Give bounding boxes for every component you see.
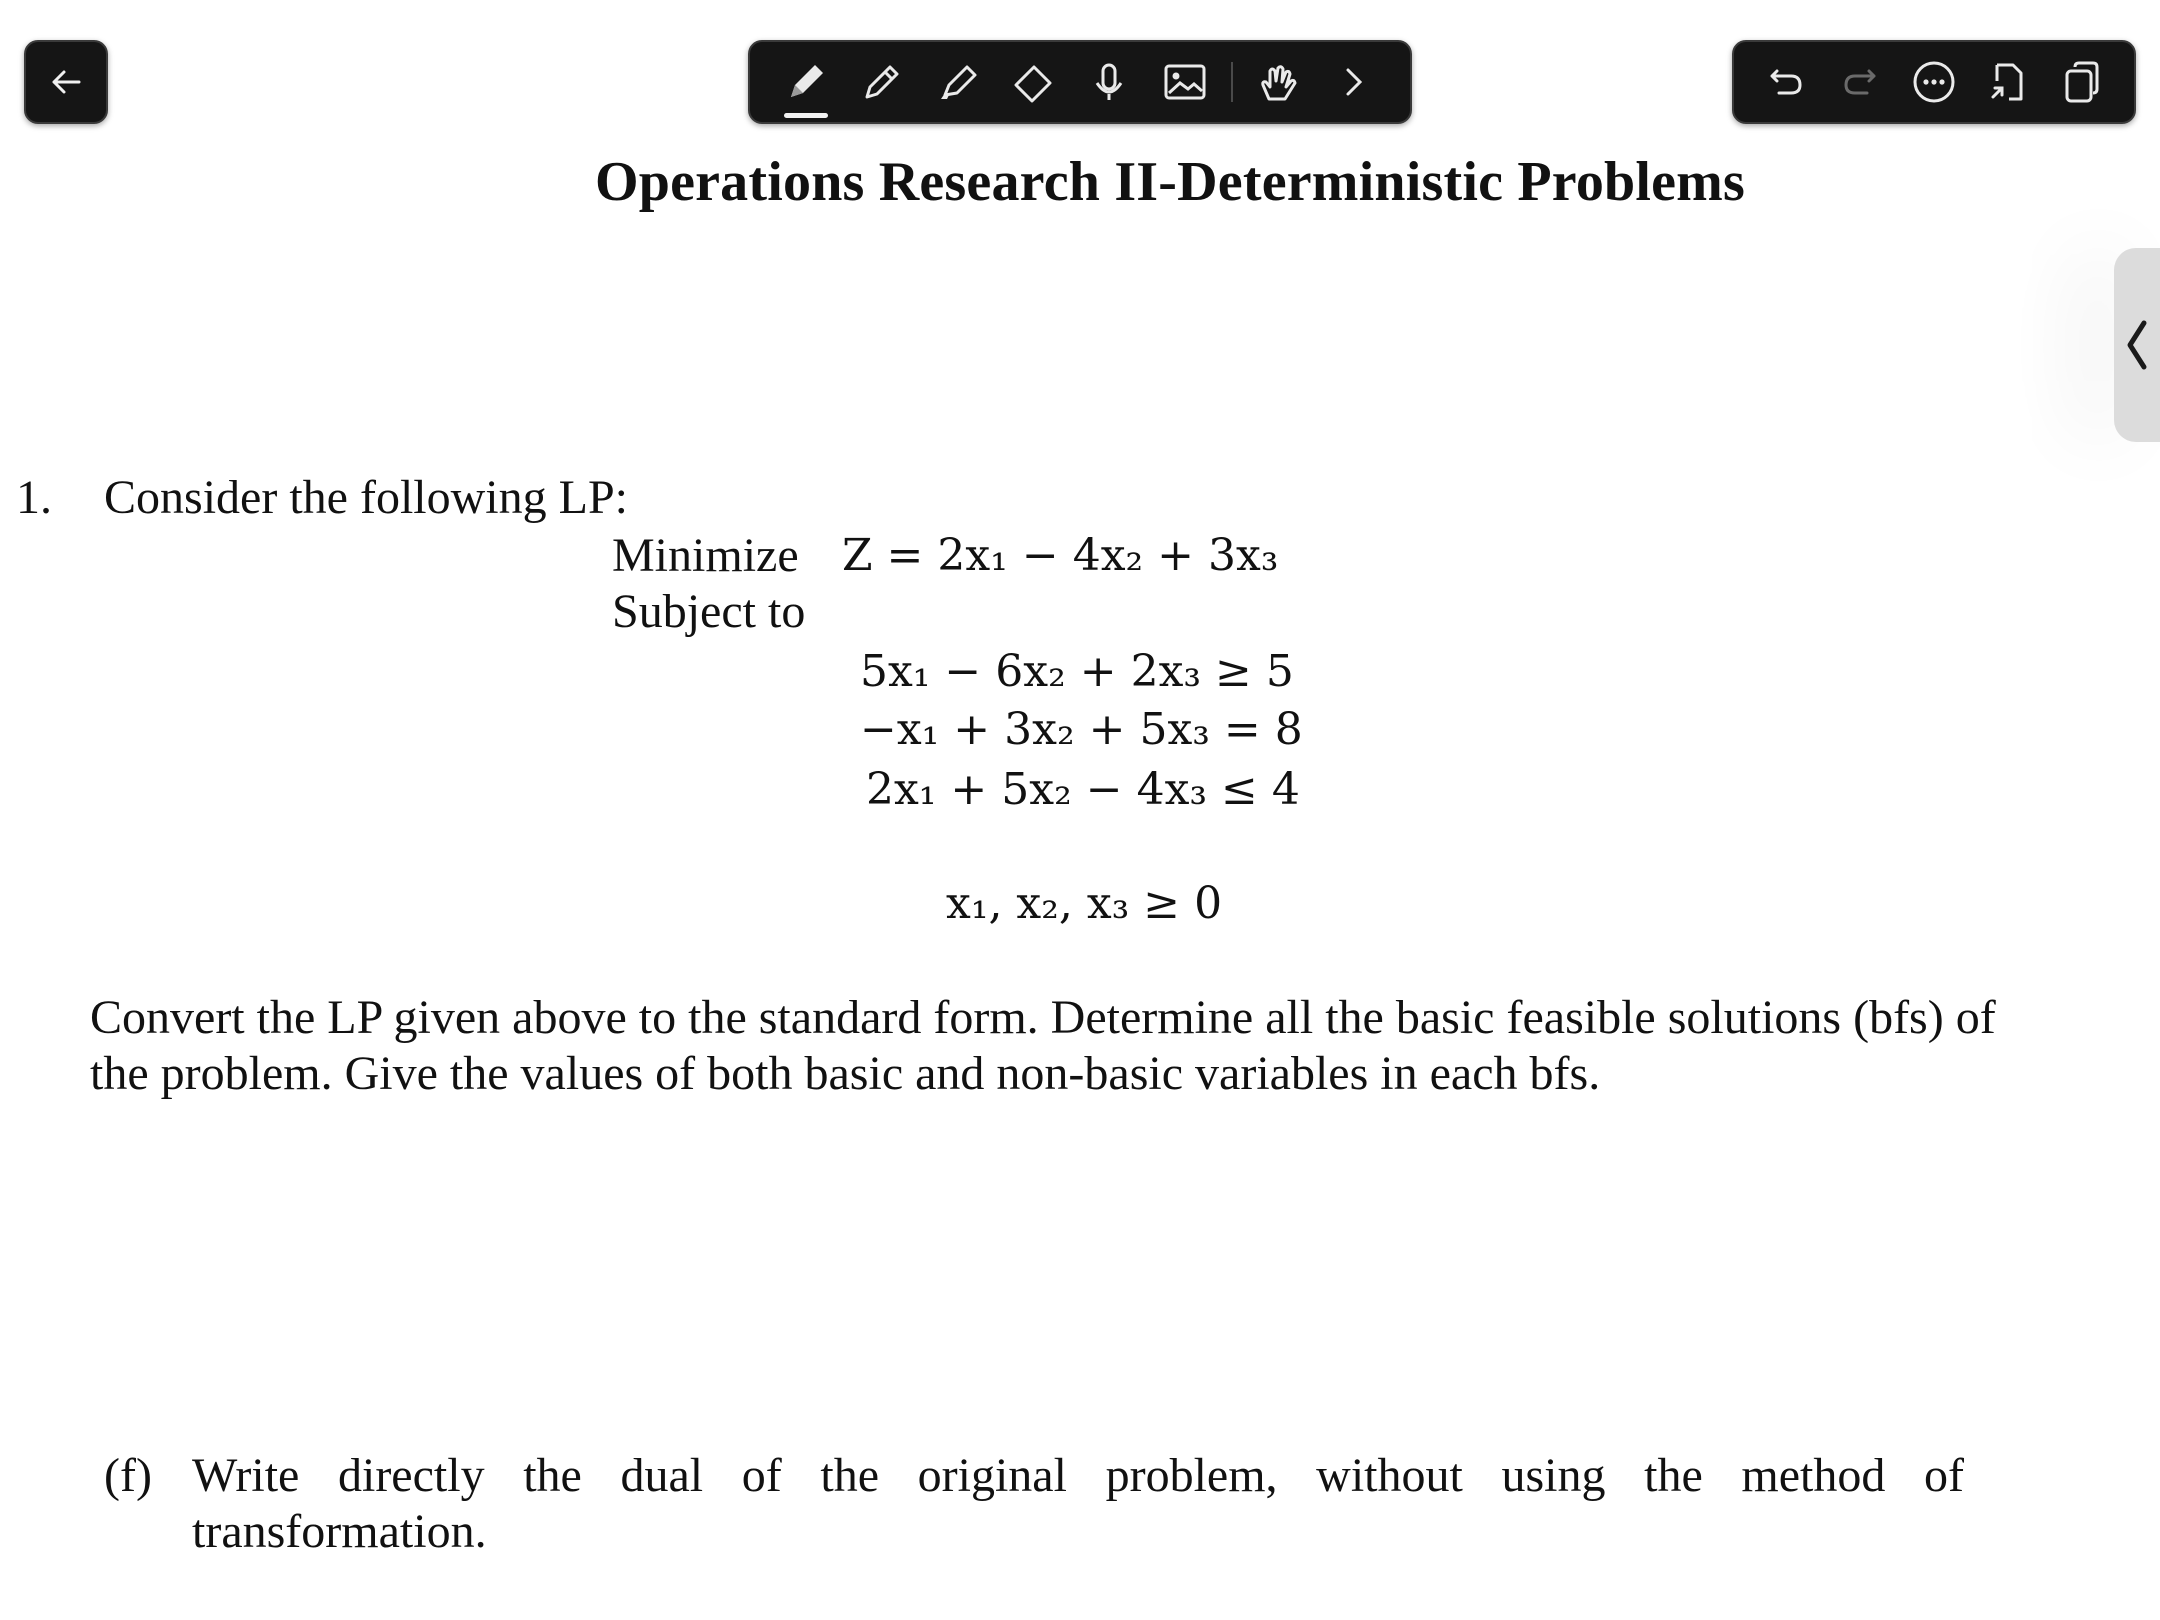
more-button[interactable] xyxy=(1904,52,1964,112)
constraint-3: 2x₁ + 5x₂ − 4x₃ ≤ 4 xyxy=(866,764,1300,815)
undo-icon xyxy=(1765,61,1807,103)
fountain-pen-tool[interactable] xyxy=(776,52,836,112)
part-f-line-2: transformation. xyxy=(192,1505,487,1558)
microphone-icon xyxy=(1084,57,1134,107)
chevron-left-icon xyxy=(2122,315,2152,375)
image-icon xyxy=(1160,57,1210,107)
undo-button[interactable] xyxy=(1756,52,1816,112)
objective-function: Z = 2x₁ − 4x₂ + 3x₃ xyxy=(842,530,1279,581)
pencil-icon xyxy=(857,57,907,107)
part-f-line-1: Write directly the dual of the original problem, without using the method of xyxy=(192,1449,1964,1502)
hand-gesture-tool[interactable] xyxy=(1248,52,1308,112)
arrow-left-icon xyxy=(47,63,85,101)
minimize-label: Minimize xyxy=(612,529,799,582)
toolbar-divider xyxy=(1231,62,1233,102)
question-instructions xyxy=(90,990,2090,1102)
question-number: 1. xyxy=(16,471,52,524)
pages-icon xyxy=(2059,59,2105,105)
part-f-label: (f) xyxy=(104,1449,152,1502)
part-f xyxy=(104,1448,1964,1560)
eraser-icon xyxy=(1008,57,1058,107)
redo-icon xyxy=(1839,61,1881,103)
constraint-2: −x₁ + 3x₂ + 5x₃ = 8 xyxy=(860,704,1303,755)
instructions-line-1: Convert the LP given above to the standard form. Determine all the basic feasible solutions (bfs) of xyxy=(90,991,1996,1044)
subject-to-label: Subject to xyxy=(612,585,806,638)
pencil-tool[interactable] xyxy=(852,52,912,112)
more-icon xyxy=(1911,59,1957,105)
page-title: Operations Research II-Deterministic Problems xyxy=(594,151,1746,213)
side-panel-tab[interactable] xyxy=(2114,248,2160,442)
constraint-1: 5x₁ − 6x₂ + 2x₃ ≥ 5 xyxy=(860,646,1294,697)
highlighter-tool[interactable] xyxy=(928,52,988,112)
instructions-line-2: the problem. Give the values of both basic and non-basic variables in each bfs. xyxy=(90,1047,1601,1100)
more-tools-button[interactable] xyxy=(1324,52,1384,112)
chevron-right-icon xyxy=(1334,62,1374,102)
export-button[interactable] xyxy=(1978,52,2038,112)
redo-button[interactable] xyxy=(1830,52,1890,112)
question-intro: Consider the following LP: xyxy=(104,471,628,524)
nonnegativity-constraint: x₁, x₂, x₃ ≥ 0 xyxy=(946,878,1223,929)
highlighter-icon xyxy=(933,57,983,107)
eraser-tool[interactable] xyxy=(1003,52,1063,112)
fountain-pen-icon xyxy=(781,57,831,107)
pages-button[interactable] xyxy=(2052,52,2112,112)
tool-palette xyxy=(748,40,1412,124)
hand-gesture-icon xyxy=(1253,57,1303,107)
image-tool[interactable] xyxy=(1155,52,1215,112)
action-bar xyxy=(1732,40,2136,124)
microphone-tool[interactable] xyxy=(1079,52,1139,112)
back-button[interactable] xyxy=(24,40,108,124)
export-icon xyxy=(1985,59,2031,105)
